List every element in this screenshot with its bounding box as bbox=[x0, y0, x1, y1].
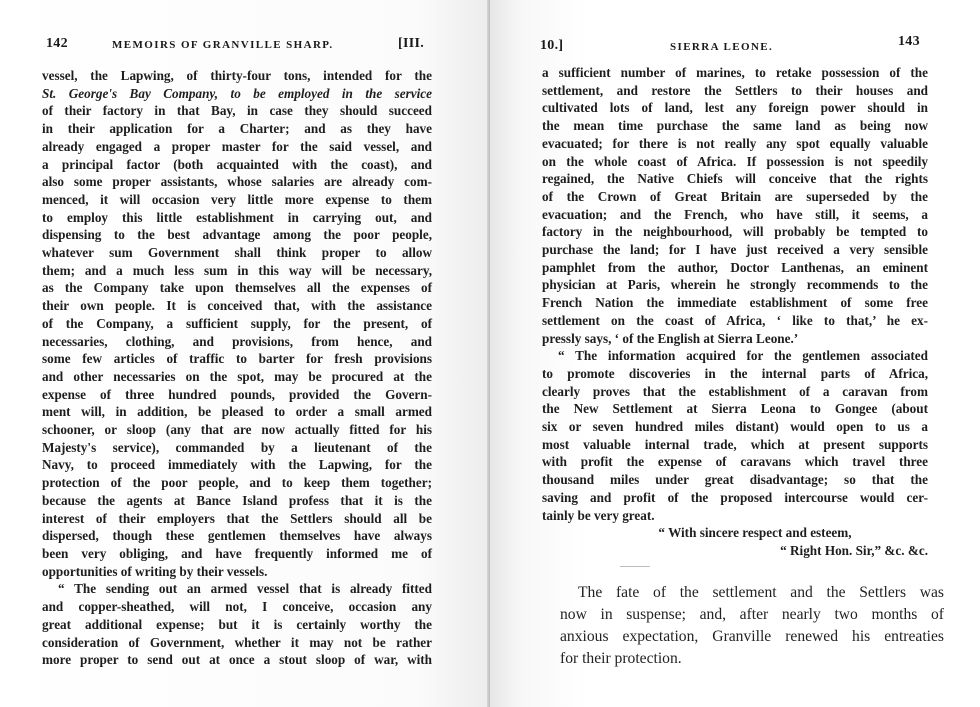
closing-line: “ Right Hon. Sir,” &c. &c. bbox=[780, 542, 928, 558]
text-line: menced, it will occasion very little more expense to them bbox=[42, 191, 432, 207]
page-number-right: 143 bbox=[898, 34, 920, 49]
chapter-mark-left: [III. bbox=[398, 36, 425, 51]
text-line: of the Crown of Great Britain are superseded by the bbox=[542, 188, 928, 204]
text-line: evacuation; and the French, who have still, it seems, a bbox=[542, 206, 928, 222]
text-line: factory in the neighbourhood, will probably be tempted to bbox=[542, 224, 928, 240]
text-line: with profit the expense of caravans which travel three bbox=[542, 454, 928, 470]
text-line: interest of their employers that the Settlers should all be bbox=[42, 510, 432, 526]
text-line: because the agents at Bance Island profess that it is the bbox=[42, 492, 432, 508]
text-line: St. George's Bay Company, to be employed in the service bbox=[42, 85, 432, 101]
text-line: dispensing to the best advantage among the poor people, bbox=[42, 227, 432, 243]
text-line: been very obliging, and have frequently informed me of bbox=[42, 545, 432, 561]
narrative-line: for their protection. bbox=[560, 650, 682, 667]
page-number-left: 142 bbox=[46, 36, 68, 51]
text-line: in their application for a Charter; and as they have bbox=[42, 121, 432, 137]
text-line: clearly proves that the establishment of a caravan from bbox=[542, 383, 928, 399]
left-page-header bbox=[46, 36, 446, 56]
text-line: on the whole coast of Africa. If possession is not speedily bbox=[542, 153, 928, 169]
text-line: purchase the land; for I have just received a very sensible bbox=[542, 242, 928, 258]
text-line: thousand miles under great disadvantage; so that the bbox=[542, 472, 928, 488]
text-line: of their factory in that Bay, in case they should succeed bbox=[42, 103, 432, 119]
text-line: some few articles of traffic to barter for fresh provisions bbox=[42, 351, 432, 367]
text-line: dispersed, though these gentlemen themselves have always bbox=[42, 528, 432, 544]
text-line: physician at Paris, wherein he strongly recommends to the bbox=[542, 277, 928, 293]
text-line: and other necessaries on the spot, may be procured at the bbox=[42, 368, 432, 384]
text-line: most valuable internal trade, which at present supports bbox=[542, 436, 928, 452]
text-line: and copper-sheathed, will not, I conceive, occasion any bbox=[42, 599, 432, 615]
text-line: settlement, and restore the Settlers to their houses and bbox=[542, 82, 928, 98]
text-line: ment will, in addition, be pleased to order a small armed bbox=[42, 404, 432, 420]
text-line: vessel, the Lapwing, of thirty-four tons, intended for the bbox=[42, 68, 432, 83]
right-page-header bbox=[540, 36, 940, 56]
text-line: as the Company take upon themselves all the expenses of bbox=[42, 280, 432, 296]
text-line: Navy, to proceed immediately with the Lapwing, for the bbox=[42, 457, 432, 473]
chapter-mark-right: 10.] bbox=[540, 38, 564, 53]
text-line: their own people. It is conceived that, with the assistance bbox=[42, 298, 432, 314]
text-line: expense of three hundred pounds, provided the Govern- bbox=[42, 386, 432, 402]
text-line: six or seven hundred miles distant) would open to us a bbox=[542, 419, 928, 435]
running-head-right: SIERRA LEONE. bbox=[670, 41, 774, 53]
text-line: tainly be very great. bbox=[542, 507, 655, 523]
text-line: protection of the poor people, and to keep them together; bbox=[42, 475, 432, 491]
text-line: cultivated lots of land, lest any foreign power should in bbox=[542, 100, 928, 116]
text-line: great additional expense; but it is certainly worthy the bbox=[42, 616, 432, 632]
text-line: to promote discoveries in the internal parts of Africa, bbox=[542, 365, 928, 381]
text-line: “ The information acquired for the gentlemen associated bbox=[558, 348, 928, 364]
text-line: a sufficient number of marines, to retake possession of the bbox=[542, 65, 928, 80]
section-divider bbox=[620, 566, 650, 567]
text-line: of the Company, a sufficient supply, for the present, of bbox=[42, 315, 432, 331]
narrative-line: anxious expectation, Granville renewed his entreaties bbox=[560, 628, 944, 645]
text-line: pamphlet from the author, Doctor Lanthenas, an eminent bbox=[542, 259, 928, 275]
text-line: pressly says, ‘ of the English at Sierra Leone.’ bbox=[542, 330, 799, 346]
narrative-line: The fate of the settlement and the Settlers was bbox=[578, 584, 944, 601]
text-line: evacuated; for there is not really any spot equally valuable bbox=[542, 135, 928, 151]
text-line: the New Settlement at Sierra Leona to Gongee (about bbox=[542, 401, 928, 417]
text-line: French Nation the immediate establishment of some free bbox=[542, 295, 928, 311]
text-line: to employ this little establishment in carrying out, and bbox=[42, 209, 432, 225]
text-line: “ The sending out an armed vessel that is already fitted bbox=[58, 581, 432, 597]
text-line: more proper to send out at once a stout sloop of war, with bbox=[42, 652, 432, 668]
left-body-text bbox=[42, 67, 432, 669]
narrative-line: now in suspense; and, after nearly two months of bbox=[560, 606, 944, 623]
closing-line: “ With sincere respect and esteem, bbox=[658, 525, 852, 541]
text-line: opportunities of writing by their vessels. bbox=[42, 563, 268, 579]
text-line: a principal factor (both acquainted with the coast), and bbox=[42, 156, 432, 172]
text-line: Majesty's service), commanded by a lieutenant of the bbox=[42, 439, 432, 455]
text-line: already engaged a proper master for the said vessel, and bbox=[42, 138, 432, 154]
text-line: also some proper assistants, whose salaries are already com- bbox=[42, 174, 432, 190]
text-line: schooner, or sloop (any that are now actually fitted for his bbox=[42, 422, 432, 438]
text-line: necessaries, clothing, and provisions, from hence, and bbox=[42, 333, 432, 349]
text-line: the mean time purchase the same land as being now bbox=[542, 118, 928, 134]
right-body-text bbox=[542, 64, 928, 560]
text-line: whatever sum Government shall think proper to allow bbox=[42, 245, 432, 261]
text-line: saving and profit of the proposed intercourse would cer- bbox=[542, 489, 928, 505]
narrative-paragraph bbox=[560, 582, 944, 670]
running-head-left: MEMOIRS OF GRANVILLE SHARP. bbox=[112, 39, 334, 51]
text-line: regained, the Native Chiefs will conceive that the rights bbox=[542, 171, 928, 187]
text-line: settlement on the coast of Africa, ‘ like to that,’ he ex- bbox=[542, 312, 928, 328]
text-line: them; and a much less sum in this way will be necessary, bbox=[42, 262, 432, 278]
text-line: consideration of Government, whether it may not be rather bbox=[42, 634, 432, 650]
